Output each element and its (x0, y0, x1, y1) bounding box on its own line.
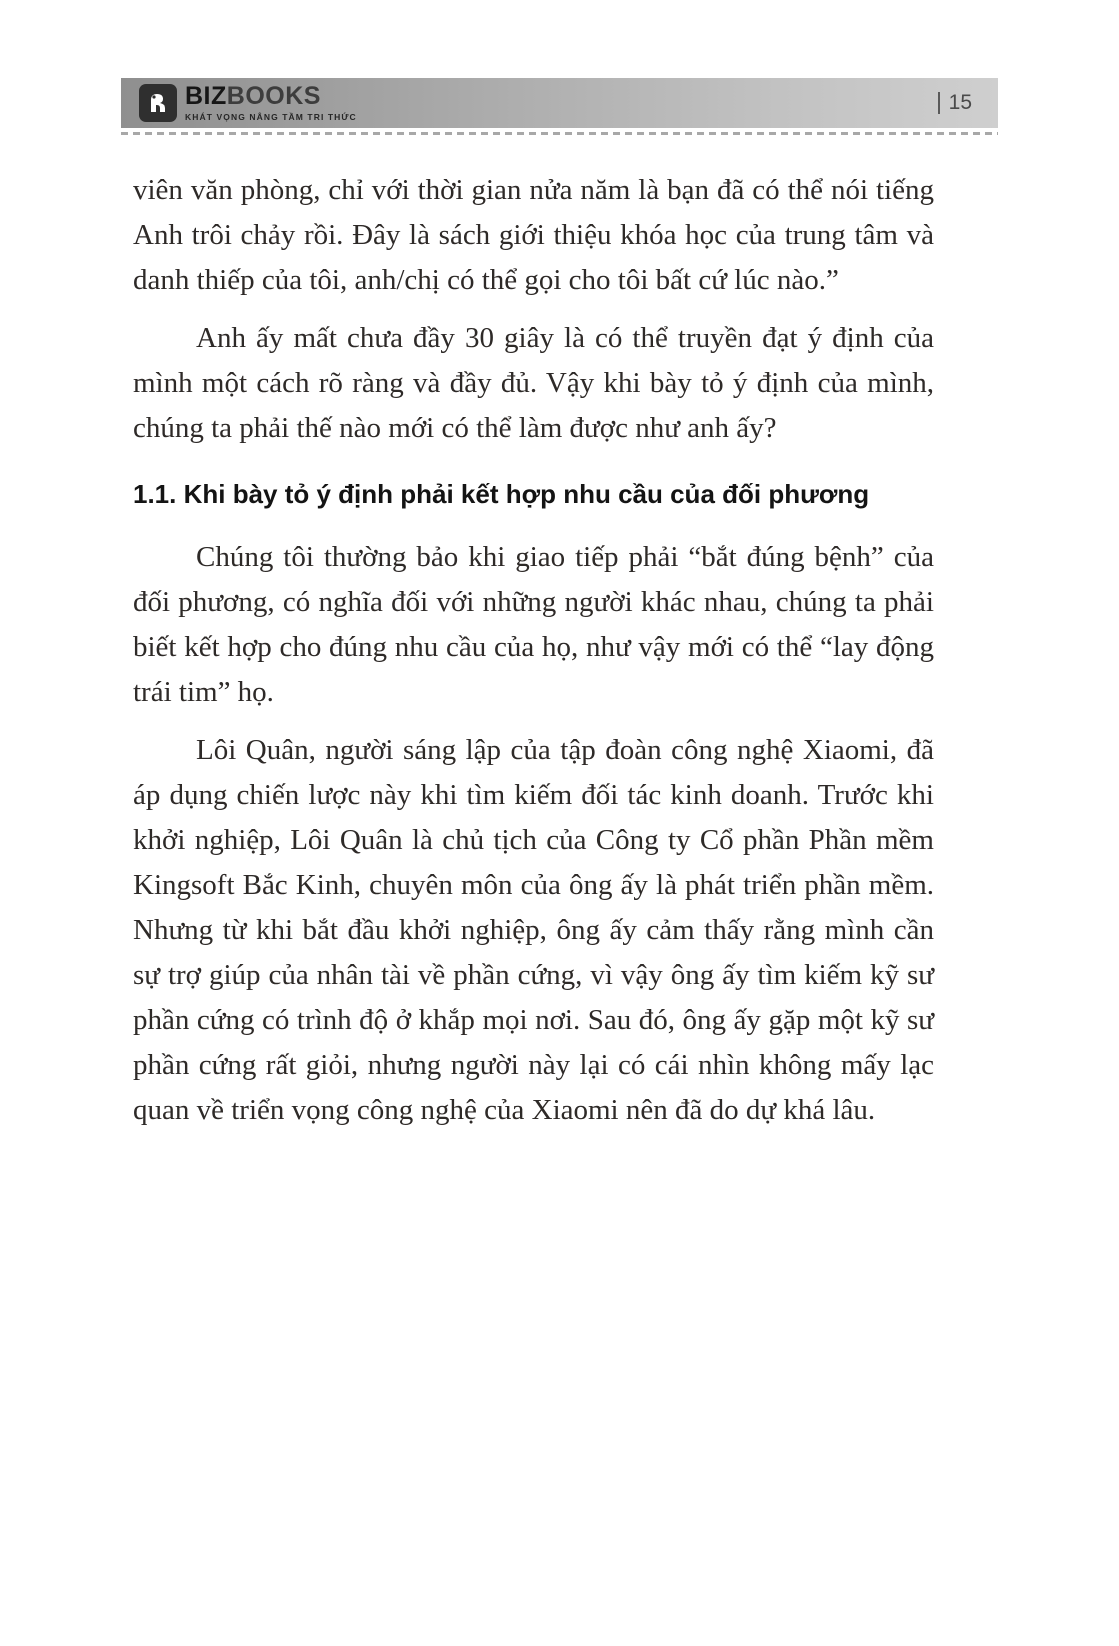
bizbooks-logo-text (185, 84, 357, 122)
section-heading-1-1: 1.1. Khi bày tỏ ý định phải kết hợp nhu cầu của đối phương (133, 479, 870, 509)
paragraph: Lôi Quân, người sáng lập của tập đoàn công nghệ Xiaomi, đã áp dụng chiến lược này khi tìm kiếm đối tác kinh doanh. Trước khi khởi nghiệp, Lôi Quân là chủ tịch của Công ty Cổ phần Phần mềm Kingsoft Bắc Kinh, chuyên môn của ông ấy là phát triển phần mềm. Nhưng từ khi bắt đầu khởi nghiệp, ông ấy cảm thấy rằng mình cần sự trợ giúp của nhân tài về phần cứng, vì vậy ông ấy tìm kiếm kỹ sư phần cứng có trình độ ở khắp mọi nơi. Sau đó, ông ấy gặp một kỹ sư phần cứng rất giỏi, nhưng người này lại có cái nhìn không mấy lạc quan về triển vọng công nghệ của Xiaomi nên đã do dự khá lâu. (133, 734, 934, 1126)
logo-biz-text: BIZ (185, 82, 227, 111)
paragraph: Anh ấy mất chưa đầy 30 giây là có thể truyền đạt ý định của mình một cách rõ ràng và đầy đủ. Vậy khi bày tỏ ý định của mình, chúng ta phải thế nào mới có thể làm được như anh ấy? (133, 322, 934, 444)
paragraph-continuation: viên văn phòng, chỉ với thời gian nửa năm là bạn đã có thể nói tiếng Anh trôi chảy rồi. Đây là sách giới thiệu khóa học của trung tâm và danh thiếp của tôi, anh/chị có thể gọi cho tôi bất cứ lúc nào.” (133, 174, 934, 296)
bizbooks-logo (139, 84, 357, 122)
page-number (938, 91, 972, 115)
bizbooks-logo-title (185, 84, 357, 109)
logo-books-text: BOOKS (226, 82, 321, 111)
page-number-value: 15 (948, 91, 972, 114)
bizbooks-emblem-icon (139, 84, 177, 122)
page-header-band (121, 78, 998, 128)
page-number-divider (938, 92, 940, 114)
logo-tagline: KHÁT VỌNG NÂNG TẦM TRI THỨC (185, 112, 357, 123)
paragraph: Chúng tôi thường bảo khi giao tiếp phải “bắt đúng bệnh” của đối phương, có nghĩa đối với những người khác nhau, chúng ta phải biết kết hợp cho đúng nhu cầu của họ, như vậy mới có thể “lay động trái tim” họ. (133, 541, 934, 708)
page-content (133, 168, 934, 1146)
